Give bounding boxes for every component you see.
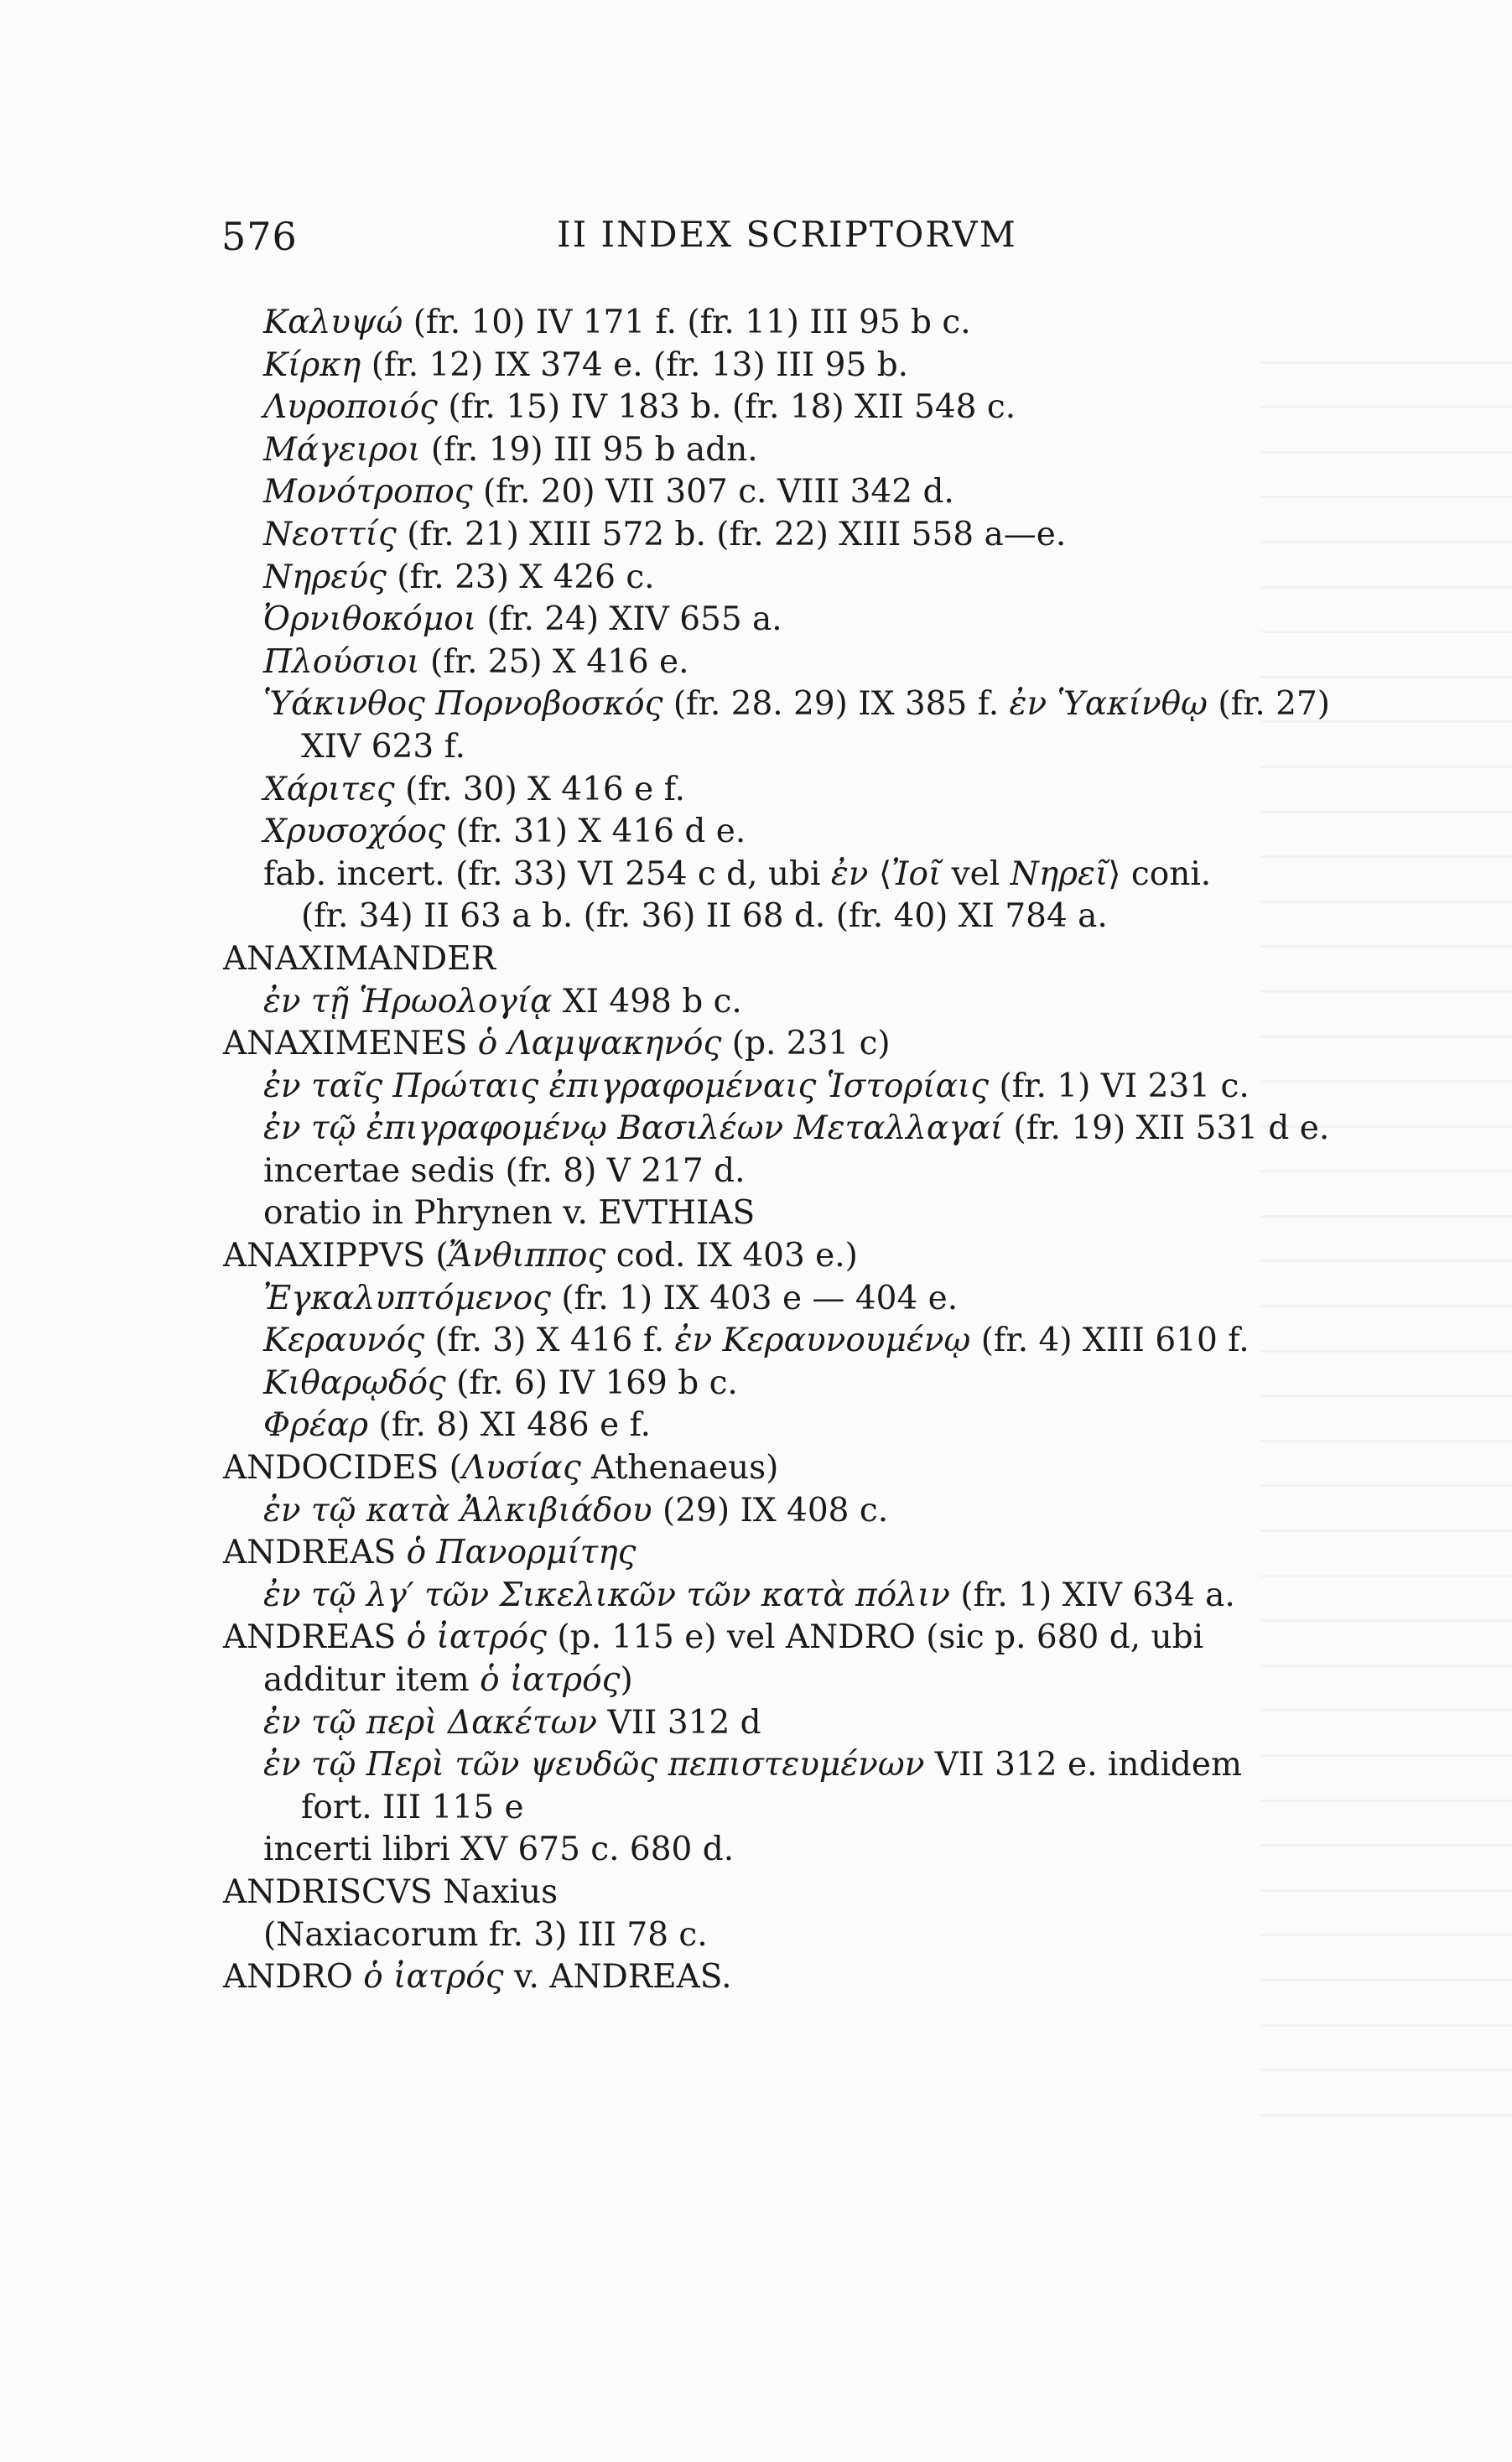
entry-text: (fr. 1) XIV 634 a. [949, 1576, 1235, 1614]
entry-text: (fr. 1) IX 403 e — 404 e. [550, 1279, 959, 1317]
greek-title: ὁ ἰατρός [406, 1618, 548, 1657]
entry-text: XIV 623 f. [301, 727, 466, 766]
greek-title: ὁ ἰατρός [480, 1661, 621, 1699]
entry-text: (fr. 31) X 416 d e. [444, 813, 746, 851]
index-entry-line [220, 641, 1360, 684]
entry-text: (fr. 28. 29) IX 385 f. [662, 685, 1010, 724]
index-entry-line [220, 981, 1360, 1024]
page-number: 576 [221, 214, 298, 259]
greek-title: ἐν τῷ Περὶ τῶν ψευδῶς πεπιστευμένων [263, 1746, 925, 1784]
greek-title: ἐν ταῖς Πρώταις ἐπιγραφομέναις Ἱστορίαις [263, 1067, 990, 1105]
greek-title: Κιθαρῳδός [263, 1363, 446, 1402]
index-headword-line [220, 1447, 1360, 1490]
entry-text: (fr. 21) XIII 572 b. (fr. 22) XIII 558 a—e. [396, 515, 1067, 553]
entry-text: ANDREAS [223, 1618, 407, 1657]
entry-text: oratio in Phrynen v. EVTHIAS [263, 1194, 756, 1233]
entry-text: ANAXIMANDER [223, 939, 496, 978]
index-entries [220, 302, 1360, 1999]
greek-title: ἐν τῷ λγ′ τῶν Σικελικῶν τῶν κατὰ πόλιν [263, 1576, 950, 1614]
greek-title: Πλούσιοι [263, 642, 420, 681]
entry-text: fab. incert. (fr. 33) VI 254 c d, ubi [263, 854, 831, 893]
index-entry-line [220, 387, 1360, 429]
entry-text: VII 312 d [597, 1703, 761, 1742]
index-entry-line [220, 1490, 1360, 1533]
index-entry-line [220, 726, 1360, 769]
entry-text: (p. 231 c) [721, 1025, 891, 1063]
entry-text: (Naxiacorum fr. 3) III 78 c. [263, 1915, 708, 1954]
entry-text: (fr. 19) XII 531 d e. [1003, 1109, 1330, 1148]
index-entry-line [220, 514, 1360, 557]
greek-title: Καλυψώ [263, 304, 403, 341]
index-headword-line [220, 1956, 1360, 1999]
index-entry-line [220, 599, 1360, 641]
index-entry-line [220, 1150, 1360, 1193]
entry-text: (fr. 10) IV 171 f. (fr. 11) III 95 b c. [403, 304, 971, 341]
greek-title: Νηρεύς [263, 558, 387, 596]
index-entry-line [220, 854, 1360, 896]
index-entry-line [220, 769, 1360, 812]
index-entry-line [220, 1066, 1360, 1109]
index-entry-line [220, 429, 1360, 472]
index-entry-line [220, 471, 1360, 514]
entry-text: (fr. 27) [1207, 685, 1330, 724]
greek-title: Ὑάκινθος Πορνοβοσκός [263, 685, 663, 724]
greek-title: Φρέαρ [263, 1406, 369, 1445]
entry-text: (fr. 19) III 95 b adn. [420, 430, 758, 469]
entry-text: ) [620, 1661, 633, 1699]
greek-title: ἐν Κεραυνουμένῳ [674, 1322, 971, 1360]
index-entry-line [220, 1702, 1360, 1745]
entry-text: (fr. 25) X 416 e. [419, 642, 689, 681]
greek-title: Κίρκη [263, 345, 361, 384]
entry-text: ANDRISCVS Naxius [223, 1872, 559, 1911]
index-entry-line [220, 1108, 1360, 1150]
greek-title: ἐν [830, 854, 869, 893]
index-entry-line [220, 1575, 1360, 1618]
entry-text: (fr. 8) XI 486 e f. [368, 1406, 652, 1445]
index-headword-line [220, 938, 1360, 981]
entry-text: VII 312 e. indidem [924, 1746, 1242, 1784]
entry-text: (fr. 24) XIV 655 a. [476, 600, 782, 639]
entry-text: (fr. 30) X 416 e f. [394, 770, 686, 808]
greek-title: ὁ ἰατρός [363, 1958, 504, 1997]
entry-text: (29) IX 408 c. [652, 1491, 889, 1530]
greek-title: Ἰοῖ [891, 854, 942, 893]
index-entry-line [220, 302, 1360, 345]
greek-title: Χρυσοχόος [263, 813, 445, 851]
entry-text: (fr. 1) VI 231 c. [989, 1067, 1250, 1105]
greek-title: ἐν τῷ κατὰ Ἀλκιβιάδου [263, 1491, 652, 1530]
index-entry-line [220, 1363, 1360, 1405]
greek-title: Νηρεῖ [1010, 854, 1109, 893]
running-title: II INDEX SCRIPTORVM [557, 214, 1017, 255]
entry-text: (fr. 23) X 426 c. [386, 558, 655, 596]
index-entry-line [220, 1829, 1360, 1872]
greek-title: ἐν τῷ ἐπιγραφομένῳ Βασιλέων Μεταλλαγαί [263, 1109, 1004, 1148]
greek-title: Κεραυνός [263, 1322, 425, 1360]
entry-text: ⟨ [868, 854, 892, 893]
entry-text: ⟩ coni. [1108, 854, 1212, 893]
index-entry-line [220, 557, 1360, 600]
index-entry-line [220, 896, 1360, 938]
entry-text: incerti libri XV 675 c. 680 d. [263, 1831, 735, 1869]
index-headword-line [220, 1235, 1360, 1278]
index-entry-line [220, 683, 1360, 726]
greek-title: ἐν Ὑακίνθῳ [1009, 685, 1208, 724]
greek-title: Μάγειροι [263, 430, 421, 469]
index-entry-line [220, 345, 1360, 387]
entry-text: (fr. 12) IX 374 e. (fr. 13) III 95 b. [361, 345, 909, 384]
index-headword-line [220, 1617, 1360, 1660]
entry-text: (fr. 15) IV 183 b. (fr. 18) XII 548 c. [438, 388, 1016, 427]
greek-title: Λυσίας [461, 1449, 581, 1488]
greek-title: Ὀρνιθοκόμοι [263, 600, 477, 639]
entry-text: ANAXIMENES [223, 1025, 478, 1063]
entry-text: fort. III 115 e [301, 1788, 524, 1826]
entry-text: v. ANDREAS. [503, 1958, 732, 1997]
entry-text: incertae sedis (fr. 8) V 217 d. [263, 1151, 746, 1190]
index-entry-line [220, 1787, 1360, 1830]
entry-text: ANDREAS [223, 1534, 407, 1572]
index-entry-line [220, 1744, 1360, 1787]
greek-title: ὁ Πανορμίτης [406, 1534, 636, 1572]
entry-text: additur item [263, 1661, 481, 1699]
entry-text: vel [941, 854, 1011, 893]
entry-text: ANDRO [223, 1958, 364, 1997]
entry-text: (fr. 6) IV 169 b c. [445, 1363, 738, 1402]
index-entry-line [220, 1405, 1360, 1447]
greek-title: Λυροποιός [263, 388, 439, 427]
index-entry-line [220, 811, 1360, 854]
page-header [221, 214, 1362, 264]
entry-text: (fr. 20) VII 307 c. VIII 342 d. [472, 473, 954, 512]
index-entry-line [220, 1320, 1360, 1363]
entry-text: ANDOCIDES ( [223, 1449, 462, 1488]
entry-text: (p. 115 e) vel ANDRO (sic p. 680 d, ubi [547, 1618, 1204, 1657]
entry-text: Athenaeus) [580, 1449, 779, 1488]
index-headword-line [220, 1023, 1360, 1066]
index-entry-line [220, 1660, 1360, 1702]
greek-title: ἐν τῇ Ἡρωολογίᾳ [263, 982, 553, 1021]
entry-text: (fr. 3) X 416 f. [424, 1322, 675, 1360]
greek-title: Ἐγκαλυπτόμενος [263, 1279, 551, 1317]
greek-title: ἐν τῷ περὶ Δακέτων [263, 1703, 598, 1742]
entry-text: (fr. 4) XIII 610 f. [970, 1322, 1250, 1360]
greek-title: Ἄνθιππος [448, 1237, 606, 1275]
index-headword-line [220, 1532, 1360, 1575]
entry-text: (fr. 34) II 63 a b. (fr. 36) II 68 d. (fr. 40) XI 784 a. [301, 897, 1108, 936]
greek-title: Μονότροπος [263, 473, 473, 512]
greek-title: Νεοττίς [263, 515, 397, 553]
index-entry-line [220, 1914, 1360, 1957]
greek-title: ὁ Λαμψακηνός [477, 1025, 722, 1063]
index-entry-line [220, 1192, 1360, 1235]
index-headword-line [220, 1872, 1360, 1914]
entry-text: cod. IX 403 e.) [605, 1237, 858, 1275]
entry-text: ANAXIPPVS ( [223, 1237, 449, 1275]
greek-title: Χάριτες [263, 770, 395, 808]
entry-text: XI 498 b c. [552, 982, 742, 1021]
index-entry-line [220, 1278, 1360, 1321]
